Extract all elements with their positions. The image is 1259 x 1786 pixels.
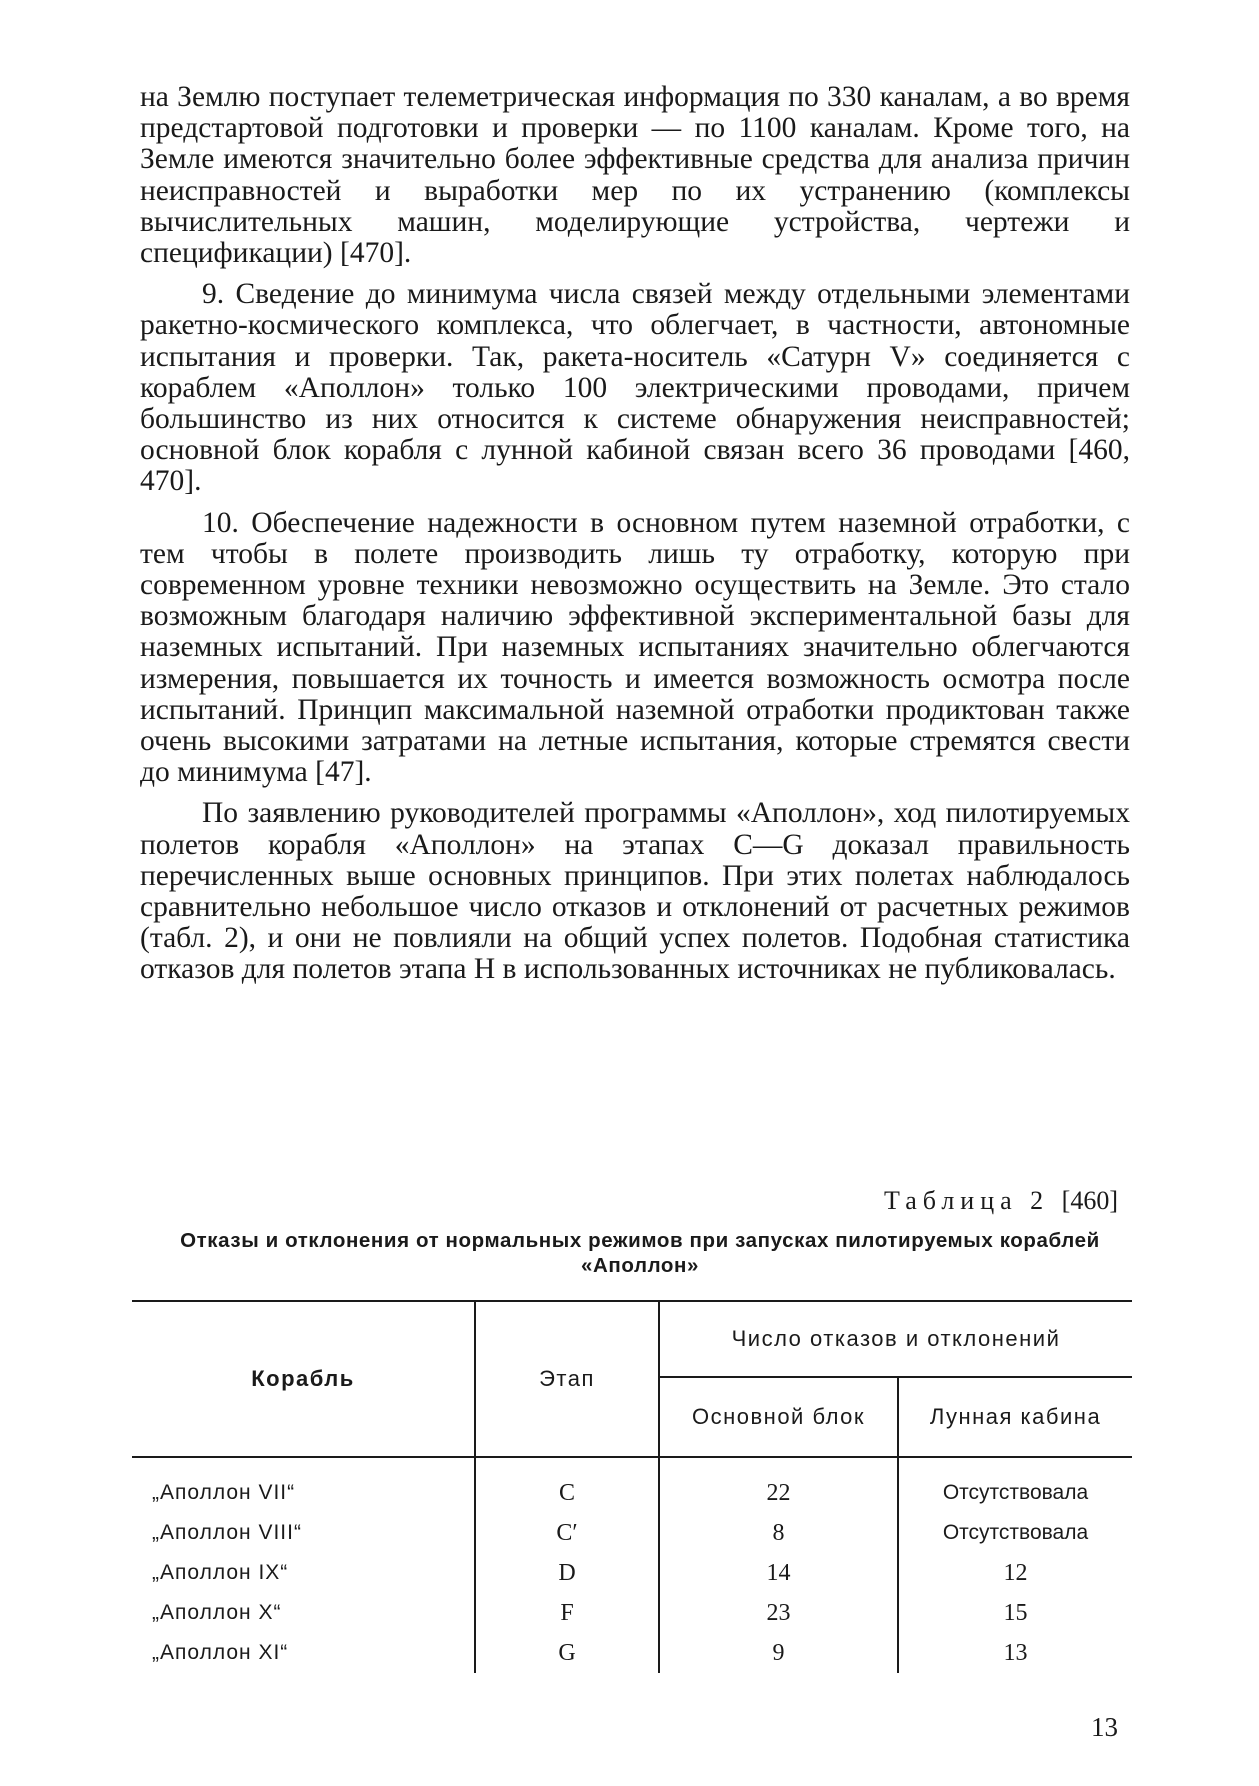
body-text <box>140 82 1130 996</box>
paragraph-apollo-summary: По заявлению руководителей программы «Аполлон», ход пилотируемых полетов корабля «Аполлон» на этапах C—G доказал правильность перечисленных выше основных принципов. При этих полетах наблюдалось сравнительно небольшое число отказов и отклонений от расчетных режимов (табл. 2), и они не повлияли на общий успех полетов. Подобная статистика отказов для полетов этапа H в использованных источниках не публиковалась. <box>140 797 1130 986</box>
failures-table <box>132 1300 1132 1673</box>
cell-lunar-cabin: 12 <box>1003 1559 1028 1586</box>
table-label-text: Таблица 2 <box>883 1186 1050 1215</box>
cell-ship: „Аполлон VII“ <box>132 1457 475 1513</box>
table-row <box>132 1633 1132 1673</box>
table-row <box>132 1553 1132 1593</box>
paragraph-item-9: 9. Сведение до минимума числа связей между отдельными элементами ракетно-космического комплекса, что облегчает, в частности, автономные испытания и проверки. Так, ракета-носитель «Сатурн V» соединяется с кораблем «Аполлон» только 100 электрическими проводами, причем большинство из них относится к системе обнаружения неисправностей; основной блок корабля с лунной кабиной связан всего 36 проводами [460, 470]. <box>140 278 1130 498</box>
header-ship: Корабль <box>132 1301 475 1457</box>
page-number: 13 <box>1091 1712 1118 1742</box>
cell-ship: „Аполлон IX“ <box>132 1553 475 1593</box>
cell-main-block: 9 <box>659 1633 898 1673</box>
cell-stage: C <box>475 1457 659 1513</box>
table-reference: [460] <box>1061 1186 1118 1215</box>
paragraph-telemetry: на Землю поступает телеметрическая информация по 330 каналам, а во время предстартовой подготовки и проверки — по 1100 каналам. Кроме того, на Земле имеются значительно более эффективные средства для анализа причин неисправностей и выработки мер по их устранению (комплексы вычислительных машин, моделирующие устройства, чертежи и спецификации) [470]. <box>140 81 1130 270</box>
cell-lunar-cabin: 13 <box>1003 1639 1028 1666</box>
table-title: Отказы и отклонения от нормальных режимов при запусках пилотируемых кораблей «Аполлон» <box>180 1229 1100 1277</box>
header-failure-count: Число отказов и отклонений <box>659 1301 1132 1377</box>
cell-ship: „Аполлон X“ <box>132 1593 475 1633</box>
cell-lunar-cabin: 15 <box>1003 1599 1028 1626</box>
table-label <box>884 1186 1118 1216</box>
cell-stage: G <box>475 1633 659 1673</box>
cell-lunar-cabin: Отсутствовала <box>942 1521 1089 1544</box>
table-row <box>132 1457 1132 1513</box>
cell-stage: C′ <box>475 1513 659 1553</box>
cell-stage: F <box>475 1593 659 1633</box>
cell-main-block: 14 <box>659 1553 898 1593</box>
cell-stage: D <box>475 1553 659 1593</box>
cell-main-block: 22 <box>659 1457 898 1513</box>
header-stage: Этап <box>475 1301 659 1457</box>
cell-main-block: 8 <box>659 1513 898 1553</box>
table-row <box>132 1593 1132 1633</box>
cell-main-block: 23 <box>659 1593 898 1633</box>
header-lunar-cabin: Лунная кабина <box>898 1377 1132 1457</box>
cell-lunar-cabin: Отсутствовала <box>942 1481 1089 1504</box>
paragraph-item-10: 10. Обеспечение надежности в основном путем наземной отработки, с тем чтобы в полете производить лишь ту отработку, которую при современном уровне техники невозможно осуществить на Земле. Это стало возможным благодаря наличию эффективной экспериментальной базы для наземных испытаний. При наземных испытаниях значительно облегчаются измерения, повышается их точность и имеется возможность осмотра после испытаний. Принцип максимальной наземной отработки продиктован также очень высокими затратами на летные испытания, которые стремятся свести до минимума [47]. <box>140 506 1130 789</box>
cell-ship: „Аполлон VIII“ <box>132 1513 475 1553</box>
cell-ship: „Аполлон XI“ <box>132 1633 475 1673</box>
table-row <box>132 1513 1132 1553</box>
header-main-block: Основной блок <box>659 1377 898 1457</box>
